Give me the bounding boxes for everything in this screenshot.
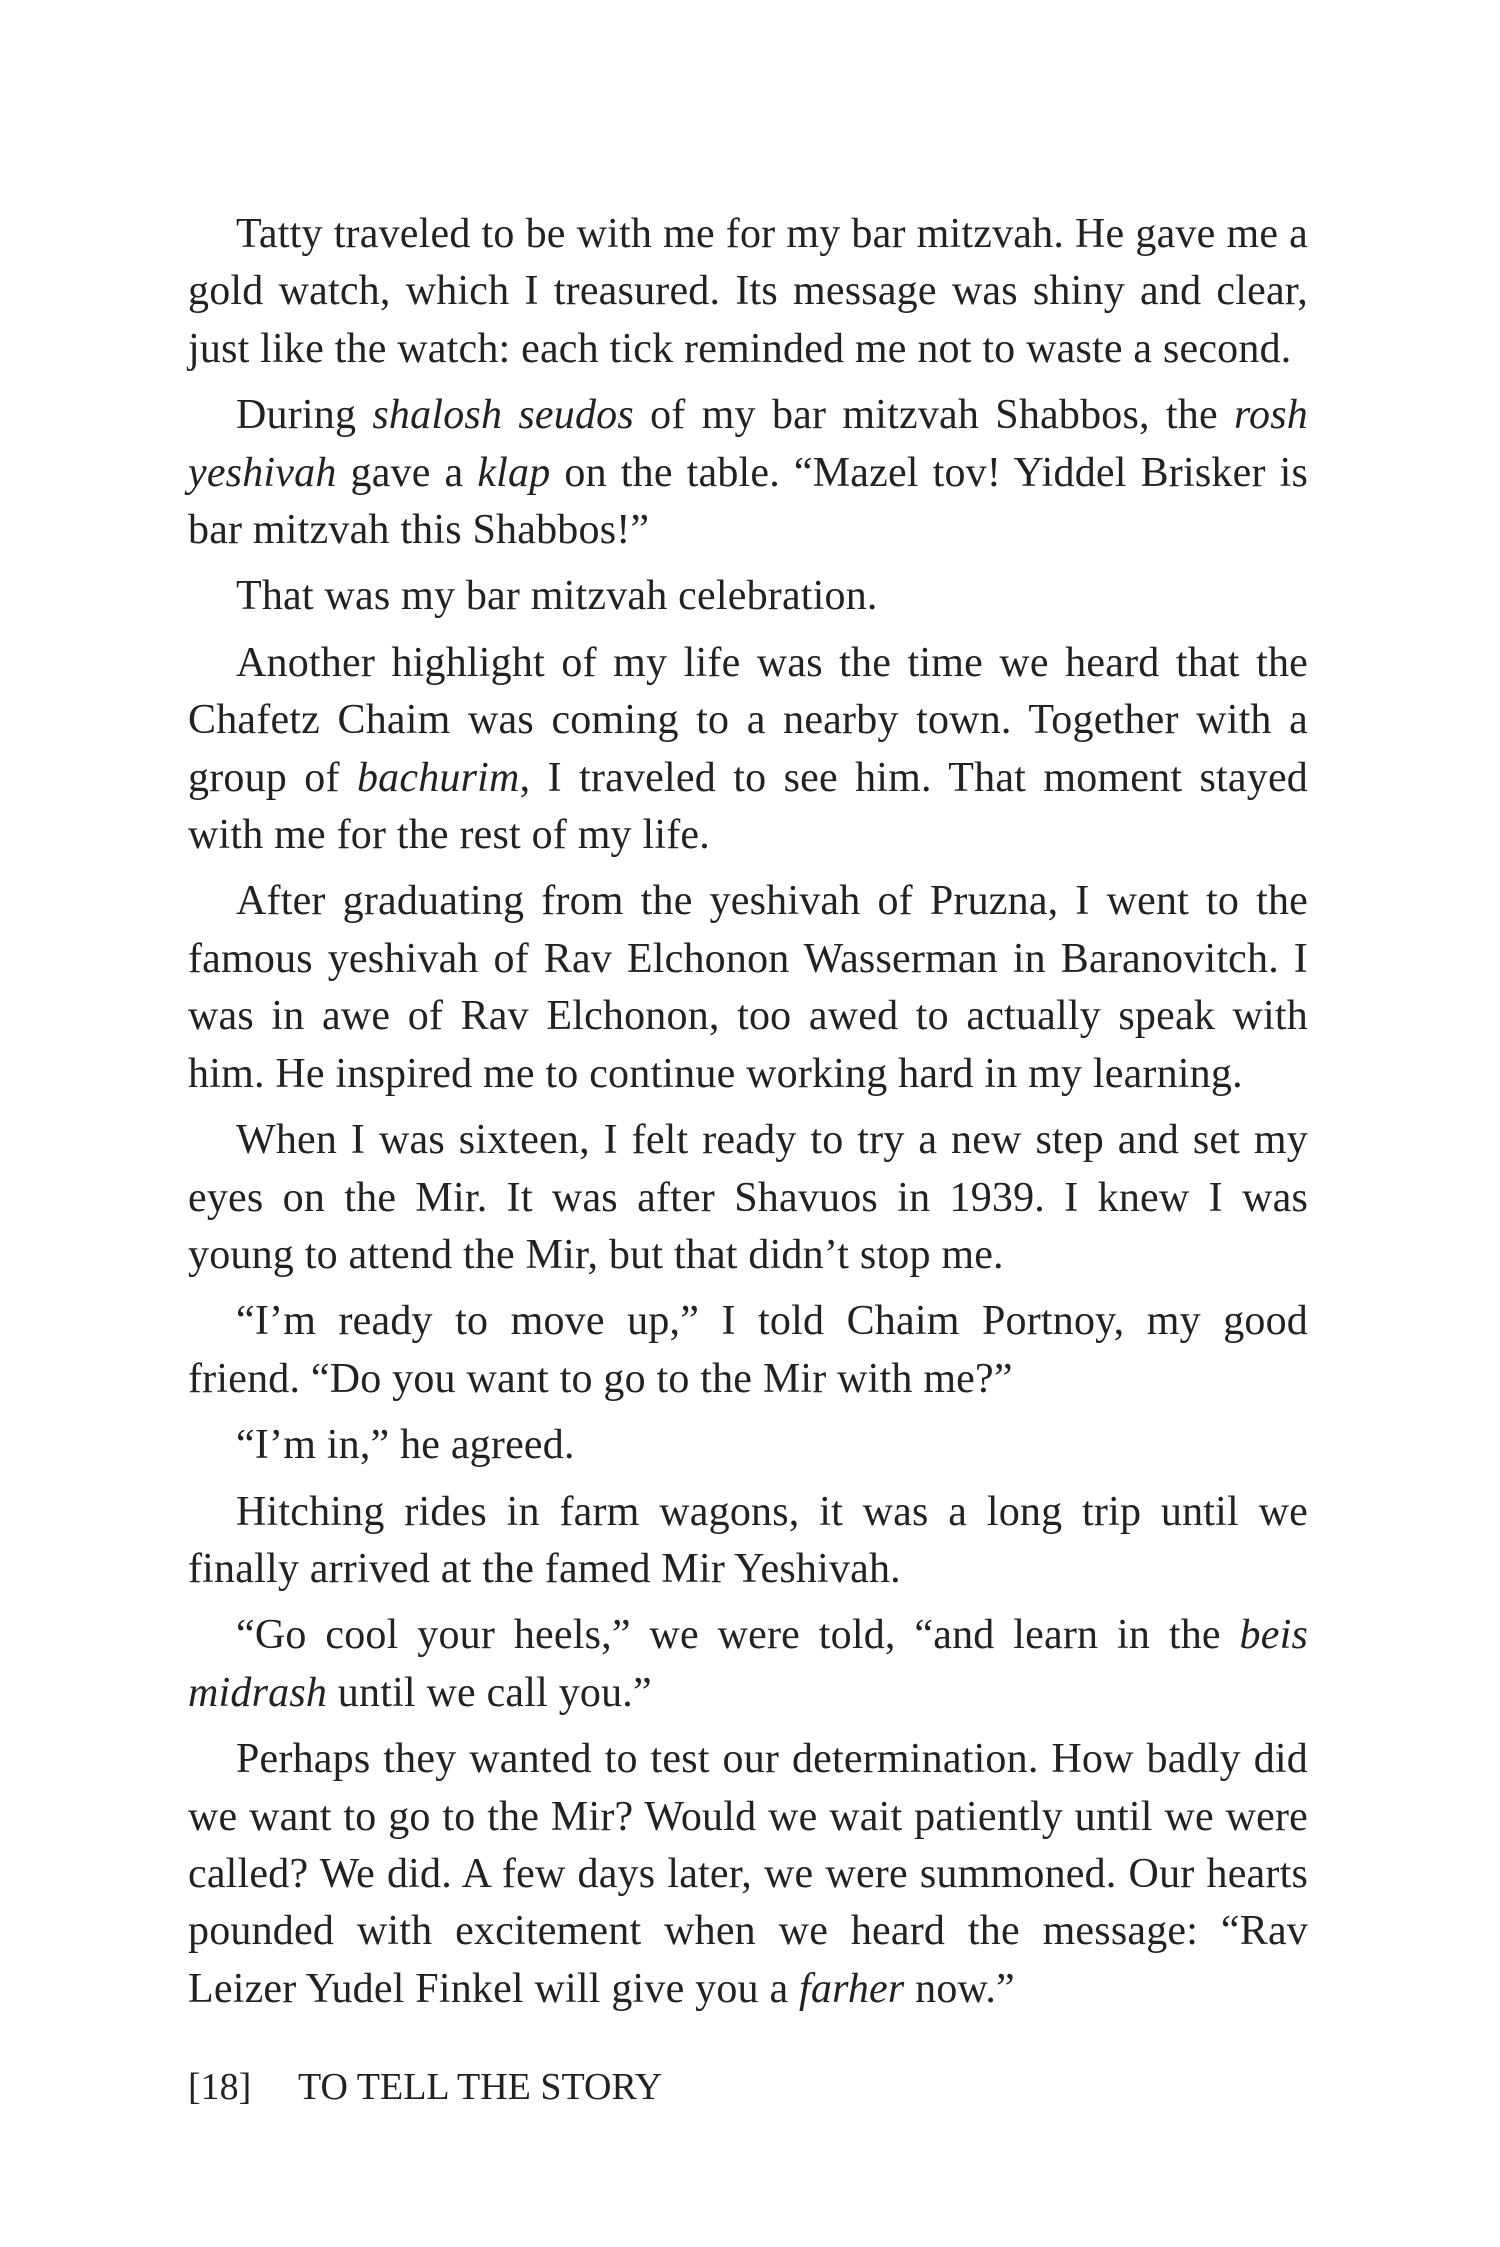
italic-run: rosh yeshivah xyxy=(188,392,1308,496)
text-run: now.” xyxy=(904,1965,1015,2012)
text-run: Perhaps they wanted to test our determination. How badly did we want to go to the Mir? Would we wait patiently until we were called? We did. A few days later, we were summoned. Our hearts pounded with excitement when we heard the message: “Rav Leizer Yudel Finkel will give you a xyxy=(188,1736,1308,2012)
running-title: TO TELL THE STORY xyxy=(298,2066,663,2108)
paragraph xyxy=(188,873,1308,1103)
paragraph xyxy=(188,568,1308,625)
text-run: When I was sixteen, I felt ready to try a new step and set my eyes on the Mir. It was after Shavuos in 1939. I knew I was young to attend the Mir, but that didn’t stop me. xyxy=(188,1117,1308,1278)
paragraph xyxy=(188,387,1308,559)
italic-run: shalosh seudos xyxy=(372,392,634,439)
italic-run: farher xyxy=(799,1965,905,2012)
body-text xyxy=(188,206,1308,2027)
text-run: Hitching rides in farm wagons, it was a long trip until we finally arrived at the famed Mir Yeshivah. xyxy=(188,1488,1308,1592)
text-run: until we call you.” xyxy=(327,1669,652,1716)
text-run: on the table. “Mazel tov! Yiddel Brisker is bar mitzvah this Shabbos!” xyxy=(188,449,1308,554)
paragraph xyxy=(188,1293,1308,1408)
text-run: , I traveled to see him. That moment stayed with me for the rest of my life. xyxy=(188,754,1309,859)
text-run: of my bar mitzvah Shabbos, the xyxy=(633,392,1235,439)
paragraph xyxy=(188,1607,1308,1722)
text-run: “Go cool your heels,” we were told, “and learn in the xyxy=(236,1612,1240,1659)
paragraph xyxy=(188,635,1308,865)
paragraph xyxy=(188,1112,1308,1284)
text-run: After graduating from the yeshivah of Pruzna, I went to the famous yeshivah of Rav Elchonon Wasserman in Baranovitch. I was in awe of Rav Elchonon, too awed to actually speak with him. He inspired me to continue working hard in my learning. xyxy=(188,878,1308,1097)
page-footer xyxy=(188,2062,662,2112)
italic-run: klap xyxy=(477,449,551,496)
paragraph xyxy=(188,206,1308,378)
text-run: Tatty traveled to be with me for my bar mitzvah. He gave me a gold watch, which I treasured. Its message was shiny and clear, just like the watch: each tick reminded me not to waste a second. xyxy=(188,211,1308,372)
paragraph xyxy=(188,1417,1308,1474)
text-run: Another highlight of my life was the time we heard that the Chafetz Chaim was coming to a nearby town. Together with a group of xyxy=(188,639,1308,801)
text-run: gave a xyxy=(336,449,478,496)
italic-run: beis midrash xyxy=(188,1612,1308,1716)
paragraph xyxy=(188,1731,1308,2018)
text-run: “I’m ready to move up,” I told Chaim Portnoy, my good friend. “Do you want to go to the Mir with me?” xyxy=(188,1298,1308,1402)
italic-run: bachurim xyxy=(356,754,520,801)
text-run: That was my bar mitzvah celebration. xyxy=(236,573,878,620)
page-number: [18] xyxy=(188,2066,252,2108)
text-run: During xyxy=(236,392,373,439)
paragraph xyxy=(188,1484,1308,1599)
text-run: “I’m in,” he agreed. xyxy=(236,1422,575,1469)
